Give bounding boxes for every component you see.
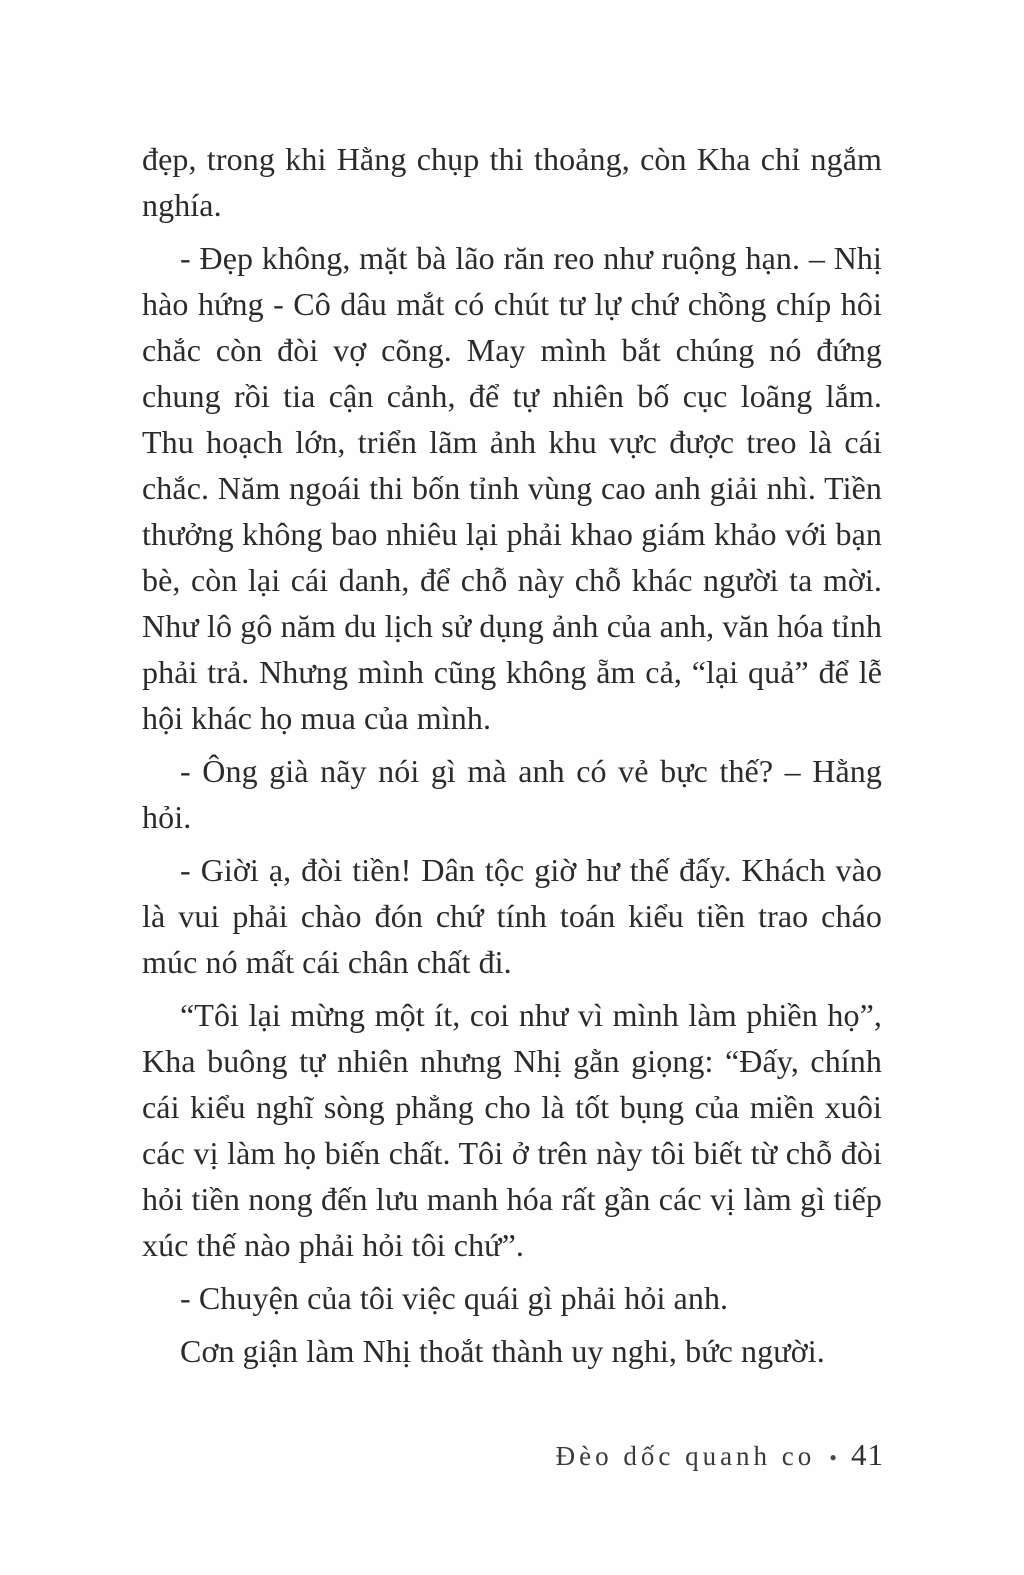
footer-separator-dot: •	[829, 1445, 837, 1470]
body-paragraph: “Tôi lại mừng một ít, coi như vì mình làm phiền họ”, Kha buông tự nhiên nhưng Nhị gằn giọng: “Đấy, chính cái kiểu nghĩ sòng phẳng cho là tốt bụng của miền xuôi các vị làm họ biến chất. Tôi ở trên này tôi biết từ chỗ đòi hỏi tiền nong đến lưu manh hóa rất gần các vị làm gì tiếp xúc thế nào phải hỏi tôi chứ”.	[142, 997, 882, 1263]
page-number: 41	[851, 1437, 884, 1472]
body-paragraph: đẹp, trong khi Hằng chụp thi thoảng, còn Kha chỉ ngắm nghía.	[142, 141, 882, 223]
body-paragraph: Cơn giận làm Nhị thoắt thành uy nghi, bức người.	[180, 1333, 825, 1369]
page-footer	[556, 1437, 884, 1473]
running-title: Đèo dốc quanh co	[555, 1441, 816, 1471]
body-paragraph: - Chuyện của tôi việc quái gì phải hỏi anh.	[180, 1280, 729, 1316]
body-paragraph: - Đẹp không, mặt bà lão răn reo như ruộng hạn. – Nhị hào hứng - Cô dâu mắt có chút tư lự chứ chồng chíp hôi chắc còn đòi vợ cõng. May mình bắt chúng nó đứng chung rồi tia cận cảnh, để tự nhiên bố cục loãng lắm. Thu hoạch lớn, triển lãm ảnh khu vực được treo là cái chắc. Năm ngoái thi bốn tỉnh vùng cao anh giải nhì. Tiền thưởng không bao nhiêu lại phải khao giám khảo với bạn bè, còn lại cái danh, để chỗ này chỗ khác người ta mời. Như lô gô năm du lịch sử dụng ảnh của anh, văn hóa tỉnh phải trả. Nhưng mình cũng không ẵm cả, “lại quả” để lễ hội khác họ mua của mình.	[142, 240, 882, 736]
body-paragraph: - Giời ạ, đòi tiền! Dân tộc giờ hư thế đấy. Khách vào là vui phải chào đón chứ tính toán kiểu tiền trao cháo múc nó mất cái chân chất đi.	[142, 852, 882, 980]
page-text-block	[142, 136, 882, 1381]
body-paragraph: - Ông già nãy nói gì mà anh có vẻ bực thế? – Hằng hỏi.	[142, 753, 882, 835]
